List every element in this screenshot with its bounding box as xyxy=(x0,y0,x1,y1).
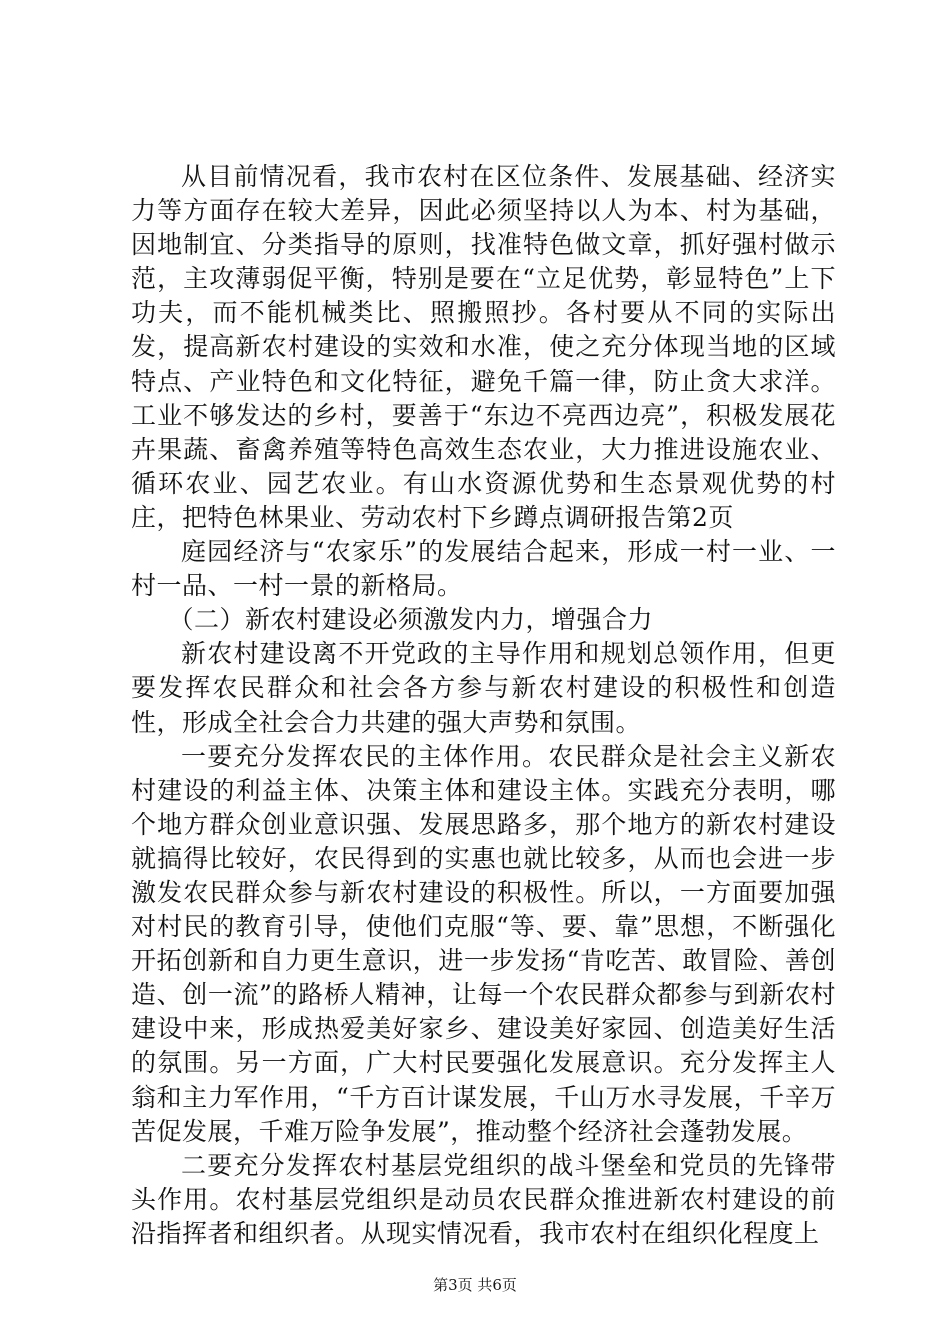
paragraph-courtyard-economy: 庭园经济与“农家乐”的发展结合起来，形成一村一业、一村一品、一村一景的新格局。 xyxy=(131,537,836,601)
document-body xyxy=(131,160,836,1251)
page-footer: 第3页 共6页 xyxy=(433,1276,517,1294)
paragraph-regional-advantages: 从目前情况看，我市农村在区位条件、发展基础、经济实力等方面存在较大差异，因此必须坚持以人为本、村为基础，因地制宜、分类指导的原则，找准特色做文章，抓好强村做示范，主攻薄弱促平衡，特别是要在“立足优势，彰显特色”上下功夫，而不能机械类比、照搬照抄。各村要从不同的实际出发，提高新农村建设的实效和水准，使之充分体现当地的区域特点、产业特色和文化特征，避免千篇一律，防止贪大求洋。工业不够发达的乡村，要善于“东边不亮西边亮”，积极发展花卉果蔬、畜禽养殖等特色高效生态农业，大力推进设施农业、循环农业、园艺农业。有山水资源优势和生态景观优势的村庄，把特色林果业、劳动农村下乡蹲点调研报告第2页 xyxy=(131,162,836,532)
paragraph-farmer-role: 一要充分发挥农民的主体作用。农民群众是社会主义新农村建设的利益主体、决策主体和建设主体。实践充分表明，哪个地方群众创业意识强、发展思路多，那个地方的新农村建设就搞得比较好，农民得到的实惠也就比较多，从而也会进一步激发农民群众参与新农村建设的积极性。所以，一方面要加强对村民的教育引导，使他们克服“等、要、靠”思想，不断强化开拓创新和自力更生意识，进一步发扬“肯吃苦、敢冒险、善创造、创一流”的路桥人精神，让每一个农民群众都参与到新农村建设中来，形成热爱美好家乡、建设美好家园、创造美好生活的氛围。另一方面，广大村民要强化发展意识。充分发挥主人翁和主力军作用，“千方百计谋发展，千山万水寻发展，千辛万苦促发展，千难万险争发展”，推动整个经济社会蓬勃发展。 xyxy=(131,741,836,1146)
paragraph-joint-construction: 新农村建设离不开党政的主导作用和规划总领作用，但更要发挥农民群众和社会各方参与新农村建设的积极性和创造性，形成全社会合力共建的强大声势和氛围。 xyxy=(131,639,836,737)
section-heading-inner-strength: （二）新农村建设必须激发内力，增强合力 xyxy=(168,605,654,635)
paragraph-party-organization: 二要充分发挥农村基层党组织的战斗堡垒和党员的先锋带头作用。农村基层党组织是动员农民群众推进新农村建设的前沿指挥者和组织者。从现实情况看，我市农村在组织化程度上 xyxy=(131,1150,836,1248)
